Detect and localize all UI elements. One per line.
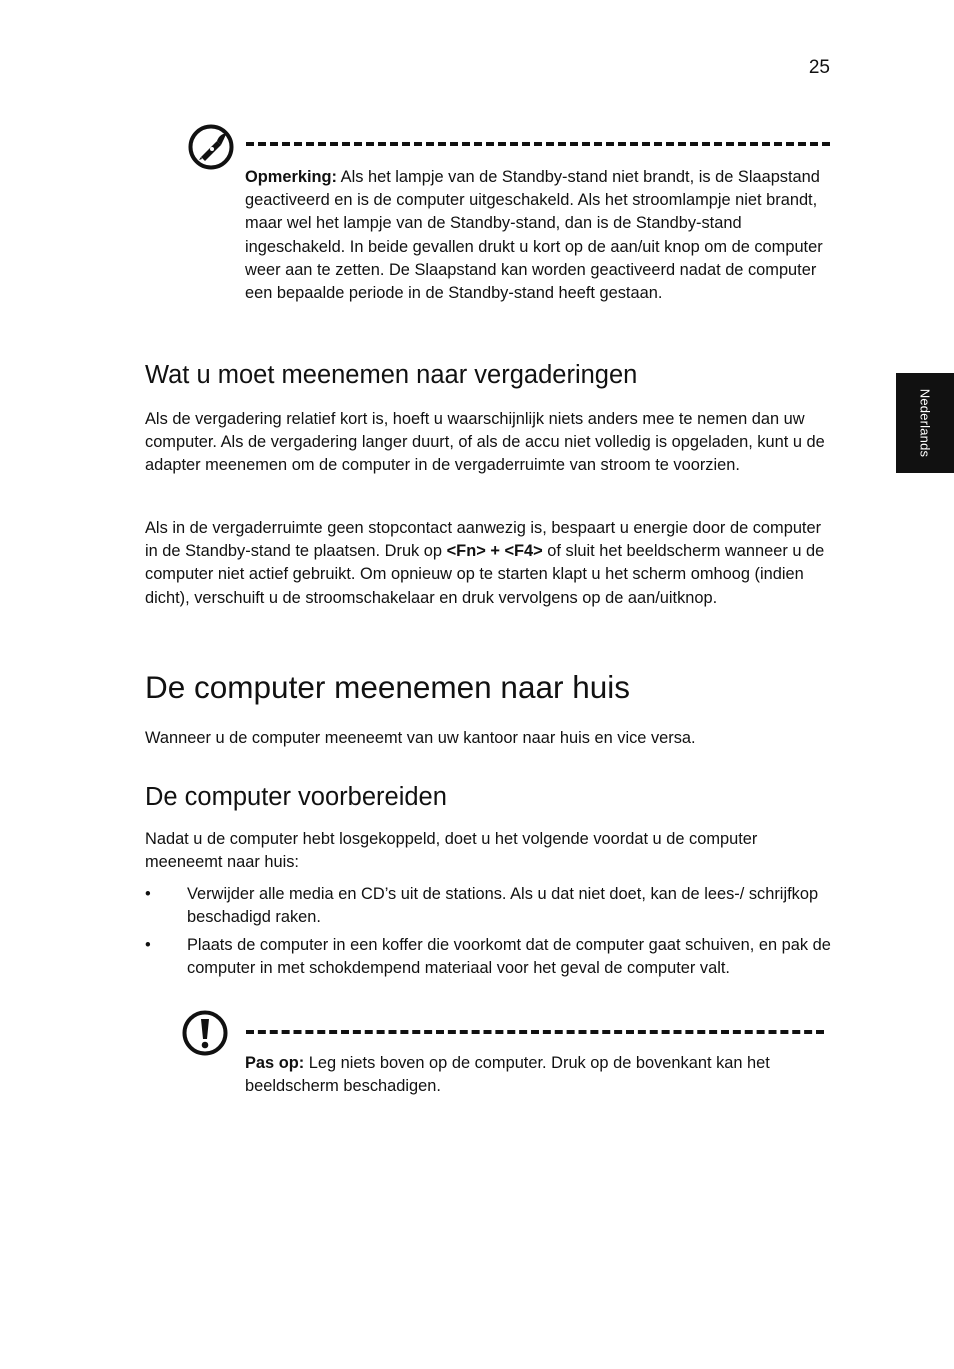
meetings-heading: Wat u moet meenemen naar vergaderingen [145, 361, 638, 389]
list-item: Verwijder alle media en CD’s uit de stations. Als u dat niet doet, kan de lees-/ schrijfkop beschadigd raken. [187, 885, 819, 927]
page-number: 25 [808, 57, 830, 78]
exclamation-caution-icon [182, 1010, 228, 1056]
pen-note-icon [188, 124, 234, 170]
caution-divider [246, 1030, 824, 1034]
caution-body: Leg niets boven op de computer. Druk op de bovenkant kan het beeldscherm beschadigen. [245, 1054, 770, 1096]
note-body: Als het lampje van de Standby-stand niet brandt, is de Slaapstand geactiveerd en is de computer uitgeschakeld. Als het stroomlampje niet brandt, maar wel het lampje van de Standby-stand, dan is de Standby-stand ingeschakeld. In beide gevallen drukt u kort op de aan/uit knop om de computer weer aan te zetten. De Slaapstand kan worden geactiveerd nadat de computer een bepaalde periode in de Standby-stand heeft gestaan. [245, 168, 823, 303]
note-divider [246, 142, 830, 146]
caution-label: Pas op: [245, 1054, 305, 1072]
meetings-paragraph-2-start: Als in de vergaderruimte geen stopcontact aanwezig is, bespaart u energie door de computer in de Standby-stand te plaatsen. Druk op [145, 519, 822, 561]
note-text [245, 166, 825, 305]
list-item: Plaats de computer in een koffer die voorkomt dat de computer gaat schuiven, en pak de computer in met schokdempend materiaal voor het geval de computer valt. [187, 936, 831, 978]
bullet-marker: • [145, 885, 151, 903]
key-combination: <Fn> + <F4> [446, 542, 543, 561]
home-intro: Wanneer u de computer meeneemt van uw kantoor naar huis en vice versa. [145, 729, 696, 747]
meetings-paragraph-2 [145, 517, 835, 610]
language-tab-label: Nederlands [917, 388, 933, 458]
caution-text [245, 1052, 825, 1098]
language-tab [896, 373, 954, 473]
note-label: Opmerking: [245, 168, 337, 186]
meetings-paragraph-2-end: of sluit het beeldscherm wanneer u de computer niet actief gebruikt. Om opnieuw op te starten klapt u het scherm omhoog (indien dicht), verschuift u de stroomschakelaar en druk vervolgens op de aan/uitknop. [145, 542, 825, 607]
bullet-marker: • [145, 936, 151, 954]
meetings-paragraph-1: Als de vergadering relatief kort is, hoeft u waarschijnlijk niets anders mee te nemen dan uw computer. Als de vergadering langer duurt, of als de accu niet volledig is opgeladen, kunt u de adapter meenemen om de computer in de vergaderruimte van stroom te voorzien. [145, 410, 825, 475]
home-heading: De computer meenemen naar huis [145, 669, 631, 705]
prepare-intro: Nadat u de computer hebt losgekoppeld, doet u het volgende voordat u de computer meeneemt naar huis: [145, 830, 758, 872]
prepare-heading: De computer voorbereiden [145, 783, 447, 811]
